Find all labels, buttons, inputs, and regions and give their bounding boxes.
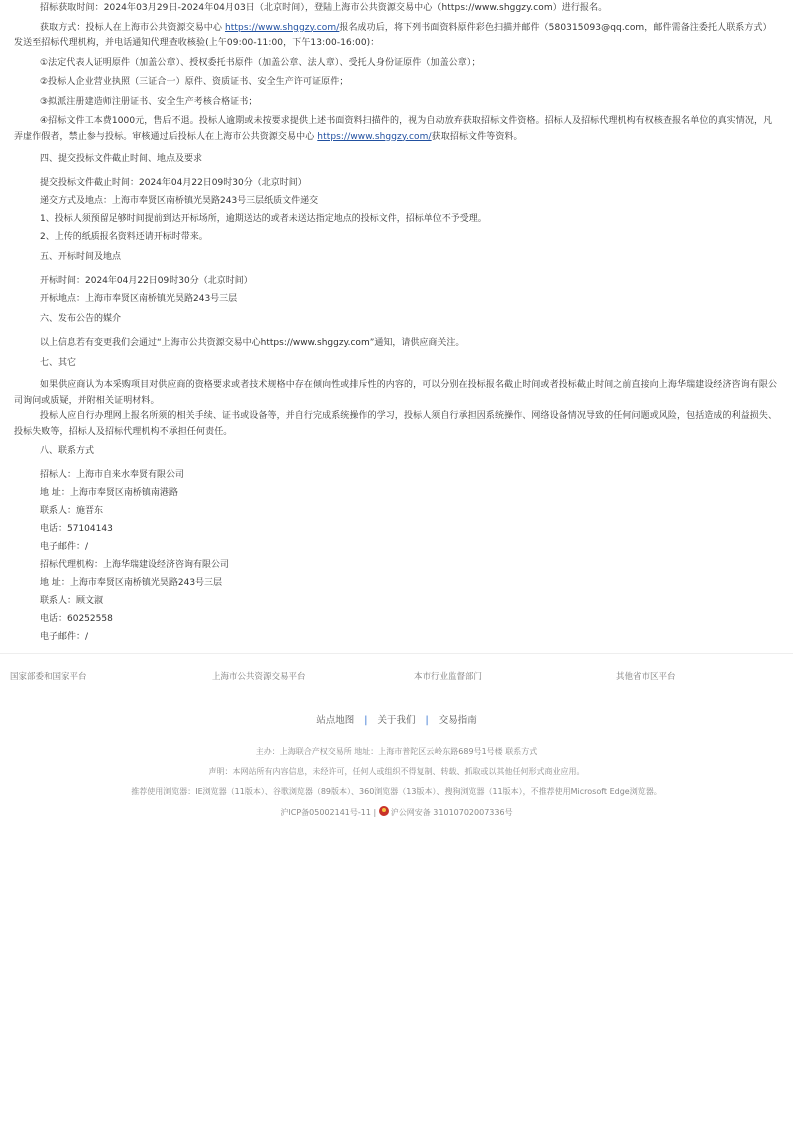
contact-owner-address: 地 址：上海市奉贤区南桥镇南港路 [40, 488, 178, 498]
requirement-item-2: ②投标人企业营业执照（三证合一）原件、资质证书、安全生产许可证原件； [40, 77, 349, 87]
police-record[interactable]: 沪公网安备 31010702007336号 [390, 808, 513, 817]
contact-agent-address: 地 址：上海市奉贤区南桥镇光昊路243号三层 [40, 578, 223, 588]
nav-separator: | [425, 715, 429, 726]
contact-owner-email: 电子邮件：/ [40, 542, 89, 552]
item4-text-b: 获取招标文件等资料。 [431, 131, 523, 142]
requirement-item-4 [0, 114, 793, 145]
media-text: 以上信息若有变更我们会通过“上海市公共资源交易中心https://www.shggzy.com”通知，请供应商关注。 [40, 338, 465, 348]
link-national-platform[interactable]: 国家部委和国家平台 [10, 672, 87, 682]
requirement-item-1: ①法定代表人证明原件（加盖公章）、授权委托书原件（加盖公章、法人章）、受托人身份证原件（加盖公章）； [40, 57, 481, 68]
requirement-item-3: ③拟派注册建造师注册证书、安全生产考核合格证书； [40, 96, 258, 107]
other-paragraph-1: 如果供应商认为本采购项目对供应商的资格要求或者技术规格中存在倾向性或排斥性的内容的，可以分别在投标报名截止时间或者投标截止时间之前直接向上海华瑞建设经济咨询有限公司询问或质疑，并附相关证明材料。 [14, 380, 778, 406]
bid-submission-place: 递交方式及地点：上海市奉贤区南桥镇光昊路243号三层纸质文件递交 [40, 196, 319, 206]
contact-agent-email: 电子邮件：/ [40, 632, 89, 642]
other-paragraph-2: 投标人应自行办理网上报名所须的相关手续、证书或设备等，并自行完成系统操作的学习，投标人须自行承担因系统操作、网络设备情况导致的任何问题或风险，包括造成的利益损失、投标失败等，招标人及招标代理机构不承担任何责任。 [14, 411, 778, 437]
section-7-title: 七、其它 [40, 358, 77, 368]
contact-owner-person: 联系人：施晋东 [40, 506, 104, 516]
opening-time: 开标时间：2024年04月22日09时30分（北京时间） [40, 276, 253, 286]
contact-agent-tel: 电话：60252558 [40, 614, 113, 624]
contact-agent-person: 联系人：顾文淑 [40, 596, 104, 606]
registration-separator: | [373, 808, 379, 817]
notice-method [0, 21, 793, 52]
nav-separator: | [364, 715, 368, 726]
opening-place: 开标地点：上海市奉贤区南桥镇光昊路243号三层 [40, 294, 238, 304]
footer-statement: 声明：本网站所有内容信息，未经许可，任何人或组织不得复制、转载、抓取或以其他任何形式商业应用。 [208, 767, 585, 776]
method-text-b: 报名成功后，将下列书面资料原件彩色扫描并邮件（580315093@qq.com，邮件需备注委托人联系方式）发送至招标代理机构，并电话通知代理查收核验(上午09:00-11:00，下午13:00-16:00)： [14, 22, 772, 48]
trade-guide-link[interactable]: 交易指南 [438, 715, 477, 726]
method-text-a: 获取方式：投标人在上海市公共资源交易中心 [40, 22, 225, 33]
footer-sponsor: 主办：上海联合产权交易所 地址：上海市普陀区云岭东路689号1号楼 联系方式 [255, 747, 538, 756]
contact-owner-tel: 电话：57104143 [40, 524, 113, 534]
section-5-title: 五、开标时间及地点 [40, 252, 122, 262]
trading-center-link[interactable]: https://www.shggzy.com/ [224, 22, 340, 33]
contact-agent: 招标代理机构：上海华瑞建设经济咨询有限公司 [40, 560, 230, 570]
bid-note-2: 2、上传的纸质报名资料还请开标时带来。 [40, 232, 208, 242]
section-6-title: 六、发布公告的媒介 [40, 314, 122, 324]
trading-center-link-2[interactable]: https://www.shggzy.com/ [317, 131, 432, 142]
icp-number[interactable]: 沪ICP备05002141号-11 [280, 808, 371, 817]
bid-note-1: 1、投标人须预留足够时间提前到达开标场所，逾期送达的或者未送达指定地点的投标文件，招标单位不予受理。 [40, 214, 487, 224]
link-shanghai-platform[interactable]: 上海市公共资源交易平台 [212, 672, 306, 682]
link-other-provinces[interactable]: 其他省市区平台 [616, 672, 676, 682]
footer-browsers: 推荐使用浏览器：IE浏览器（11版本）、谷歌浏览器（89版本）、360浏览器（13版本）、搜狗浏览器（11版本），不推荐使用Microsoft Edge浏览器。 [131, 787, 662, 796]
about-us-link[interactable]: 关于我们 [377, 715, 416, 726]
notice-period: 招标获取时间：2024年03月29日-2024年04月03日（北京时间），登陆上海市公共资源交易中心（https://www.shggzy.com）进行报名。 [40, 3, 608, 13]
section-4-title: 四、提交投标文件截止时间、地点及要求 [40, 154, 203, 164]
police-badge-icon [379, 806, 389, 816]
section-8-title: 八、联系方式 [40, 446, 95, 456]
link-supervision-departments[interactable]: 本市行业监督部门 [414, 672, 483, 682]
footer-divider [0, 653, 793, 654]
bid-deadline: 提交投标文件截止时间：2024年04月22日09时30分（北京时间） [40, 178, 307, 188]
item4-text-a: ④招标文件工本费1000元，售后不退。投标人逾期或未按要求提供上述书面资料扫描件的，视为自动放弃获取招标文件资格。招标人及招标代理机构有权核查报名单位的真实情况，凡弄虚作假者，禁止参与投标。审核通过后投标人在上海市公共资源交易中心 [14, 116, 773, 142]
footer-nav [0, 712, 793, 726]
sitemap-link[interactable]: 站点地图 [316, 715, 355, 726]
contact-owner: 招标人：上海市自来水奉贤有限公司 [40, 470, 185, 480]
footer-registration [0, 806, 793, 818]
footer-platform-links [0, 670, 793, 686]
